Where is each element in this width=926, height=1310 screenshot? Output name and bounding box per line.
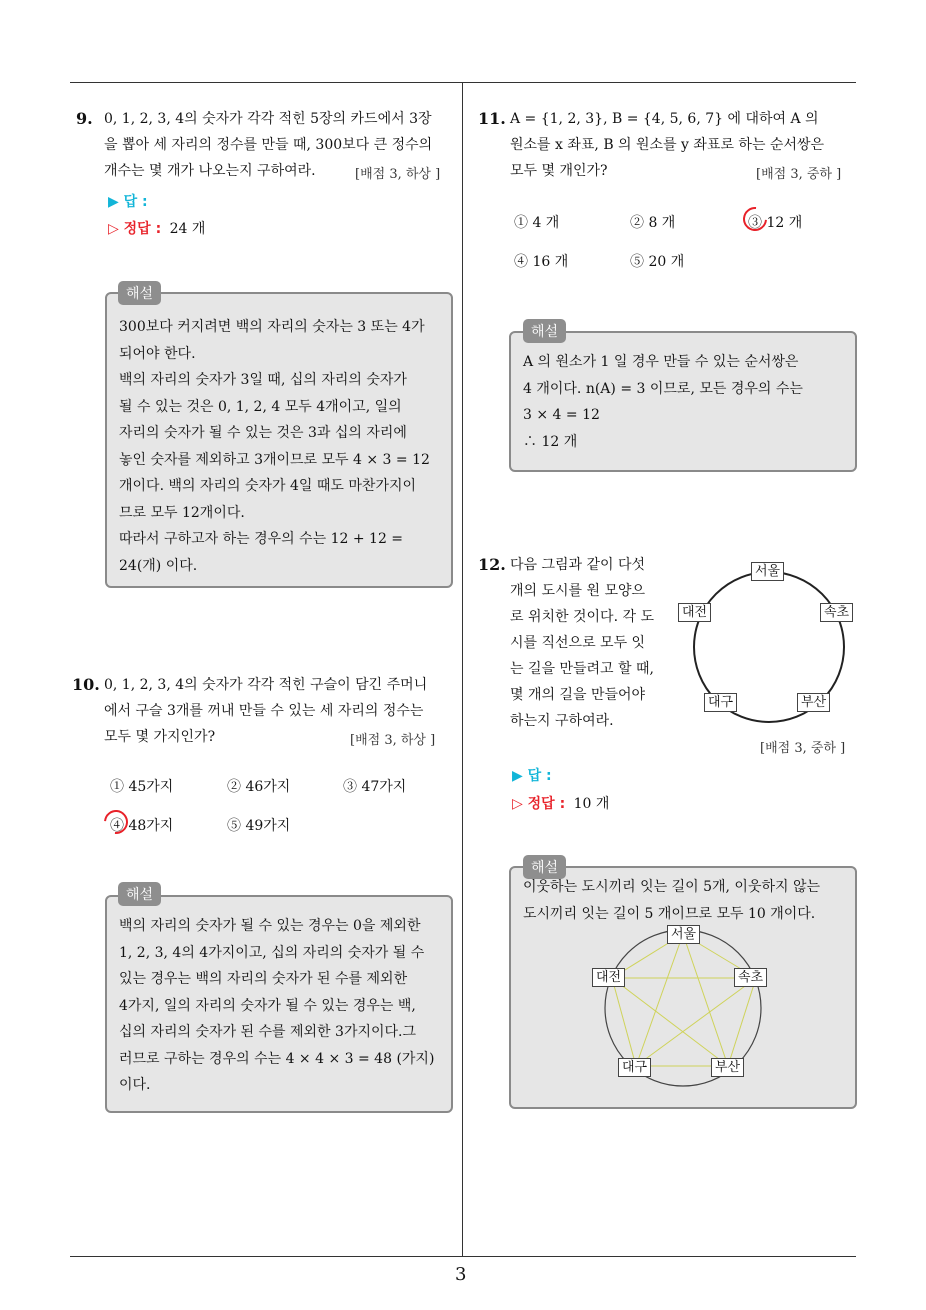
q10-choice-5[interactable]: ⑤ 49가지: [227, 818, 291, 834]
q10-explanation-box: [105, 895, 453, 1113]
page-number: 3: [455, 1264, 467, 1285]
q10-explain-line: 러므로 구하는 경우의 수는 4 × 4 × 3 = 48 (가지): [119, 1050, 435, 1067]
q9-explain-tag: 해설: [118, 281, 161, 305]
q10-choice-2[interactable]: ② 46가지: [227, 779, 291, 795]
q12-line-5: 는 길을 만들려고 할 때,: [510, 661, 654, 677]
q12-line-4: 시를 직선으로 모두 잇: [510, 635, 646, 651]
q11-explain-tag: 해설: [523, 319, 566, 343]
q9-correct: [108, 218, 205, 238]
q9-explain-line: 놓인 숫자를 제외하고 3개이므로 모두 4 × 3 = 12: [119, 451, 430, 468]
q10-choice-4[interactable]: ④ 48가지: [110, 818, 174, 834]
column-divider: [462, 82, 463, 1256]
q12-number: 12.: [478, 555, 506, 574]
q12-correct: [512, 793, 609, 813]
q12-city-daejeon: 대전: [678, 603, 711, 622]
q10-line-3: 모두 몇 가지인가?: [104, 729, 216, 745]
q11-choice-4[interactable]: ④ 16 개: [514, 254, 569, 270]
q9-explanation-box: [105, 292, 453, 588]
q9-explain-line: 되어야 한다.: [119, 345, 196, 362]
q9-explain-line: 300보다 커지려면 백의 자리의 숫자는 3 또는 4가: [119, 319, 425, 335]
q12-line-3: 로 위치한 것이다. 각 도: [510, 609, 654, 625]
q9-explain-line: 개이다. 백의 자리의 숫자가 4일 때도 마찬가지이: [119, 478, 417, 494]
q11-explanation-box: [509, 331, 857, 472]
q11-explain-line: 3 × 4 = 12: [523, 407, 600, 423]
q9-line-2: 을 뽑아 세 자리의 정수를 만들 때, 300보다 큰 정수의: [104, 137, 433, 153]
q10-explain-line: 십의 자리의 숫자가 된 수를 제외한 3가지이다.그: [119, 1024, 417, 1040]
q10-choice-1[interactable]: ① 45가지: [110, 779, 174, 795]
top-rule: [70, 82, 856, 83]
q10-meta: [배점 3, 하상 ]: [350, 733, 436, 748]
q11-line-2: 원소를 x 좌표, B 의 원소를 y 좌표로 하는 순서쌍은: [510, 137, 825, 153]
q12-line-1: 다음 그림과 같이 다섯: [510, 557, 646, 573]
q12-explain-line: 이웃하는 도시끼리 잇는 길이 5개, 이웃하지 않는: [523, 879, 821, 895]
q9-explain-line: 따라서 구하고자 하는 경우의 수는 12 + 12 =: [119, 531, 404, 547]
q11-explain-line: 4 개이다. n(A) = 3 이므로, 모든 경우의 수는: [523, 380, 803, 397]
q11-choice-5[interactable]: ⑤ 20 개: [630, 254, 685, 270]
q9-line-3: 개수는 몇 개가 나오는지 구하여라.: [104, 163, 316, 179]
q11-choice-2[interactable]: ② 8 개: [630, 215, 676, 231]
q11-choice-3[interactable]: ③ 12 개: [748, 215, 803, 231]
q10-line-1: 0, 1, 2, 3, 4의 숫자가 각각 적힌 구슬이 담긴 주머니: [104, 677, 428, 693]
q12-line-2: 개의 도시를 원 모양으: [510, 583, 646, 599]
q12-explain-city-daejeon: 대전: [592, 968, 625, 987]
q12-explain-line: 도시끼리 잇는 길이 5 개이므로 모두 10 개이다.: [523, 905, 816, 922]
q9-number: 9.: [76, 109, 93, 128]
q12-explain-city-sokcho: 속초: [734, 968, 767, 987]
q9-explain-line: 백의 자리의 숫자가 3일 때, 십의 자리의 숫자가: [119, 372, 407, 388]
q12-explain-city-daegu: 대구: [618, 1058, 651, 1077]
q12-line-6: 몇 개의 길을 만들어야: [510, 687, 646, 703]
q11-explain-line: A 의 원소가 1 일 경우 만들 수 있는 순서쌍은: [523, 354, 799, 370]
q11-line-1: A = {1, 2, 3}, B = {4, 5, 6, 7} 에 대하여 A 의: [510, 111, 819, 127]
q10-explain-line: 백의 자리의 숫자가 될 수 있는 경우는 0을 제외한: [119, 918, 421, 934]
q12-answer-label: ▶ 답 :: [512, 768, 552, 784]
q11-explain-line: ∴ 12 개: [523, 433, 578, 450]
q11-meta: [배점 3, 중하 ]: [756, 167, 842, 182]
q11-choice-1[interactable]: ① 4 개: [514, 215, 560, 231]
q10-explain-tag: 해설: [118, 882, 161, 906]
q10-explain-line: 1, 2, 3, 4의 4가지이고, 십의 자리의 숫자가 될 수: [119, 944, 425, 961]
q10-choice-3[interactable]: ③ 47가지: [343, 779, 407, 795]
q10-explain-line: 4가지, 일의 자리의 숫자가 될 수 있는 경우는 백,: [119, 997, 416, 1014]
q9-explain-line: 24(개) 이다.: [119, 557, 198, 574]
q9-answer-label: ▶ 답 :: [108, 194, 148, 210]
q12-explain-city-busan: 부산: [711, 1058, 744, 1077]
q9-meta: [배점 3, 하상 ]: [355, 167, 441, 182]
q12-correct-label: ▷ 정답 :: [512, 796, 566, 812]
q12-meta: [배점 3, 중하 ]: [760, 741, 846, 756]
q12-correct-value: 10 개: [573, 796, 610, 812]
q10-number: 10.: [72, 675, 100, 694]
q12-city-seoul: 서울: [751, 562, 784, 581]
q12-city-busan: 부산: [797, 693, 830, 712]
q9-correct-value: 24 개: [169, 221, 206, 237]
q9-line-1: 0, 1, 2, 3, 4의 숫자가 각각 적힌 5장의 카드에서 3장: [104, 111, 432, 127]
q9-explain-line: 자리의 숫자가 될 수 있는 것은 3과 십의 자리에: [119, 425, 407, 441]
q12-line-7: 하는지 구하여라.: [510, 713, 614, 729]
q11-line-3: 모두 몇 개인가?: [510, 163, 608, 179]
q9-explain-line: 될 수 있는 것은 0, 1, 2, 4 모두 4개이고, 일의: [119, 398, 402, 415]
q9-explain-line: 므로 모두 12개이다.: [119, 504, 245, 521]
q12-explain-city-seoul: 서울: [667, 925, 700, 944]
q11-number: 11.: [478, 109, 506, 128]
q12-city-daegu: 대구: [704, 693, 737, 712]
q10-explain-line: 있는 경우는 백의 자리의 숫자가 된 수를 제외한: [119, 971, 408, 987]
q10-line-2: 에서 구슬 3개를 꺼내 만들 수 있는 세 자리의 정수는: [104, 703, 424, 719]
q10-explain-line: 이다.: [119, 1077, 151, 1093]
q9-correct-label: ▷ 정답 :: [108, 221, 162, 237]
q12-city-sokcho: 속초: [820, 603, 853, 622]
q12-explain-tag: 해설: [523, 855, 566, 879]
bottom-rule: [70, 1256, 856, 1257]
